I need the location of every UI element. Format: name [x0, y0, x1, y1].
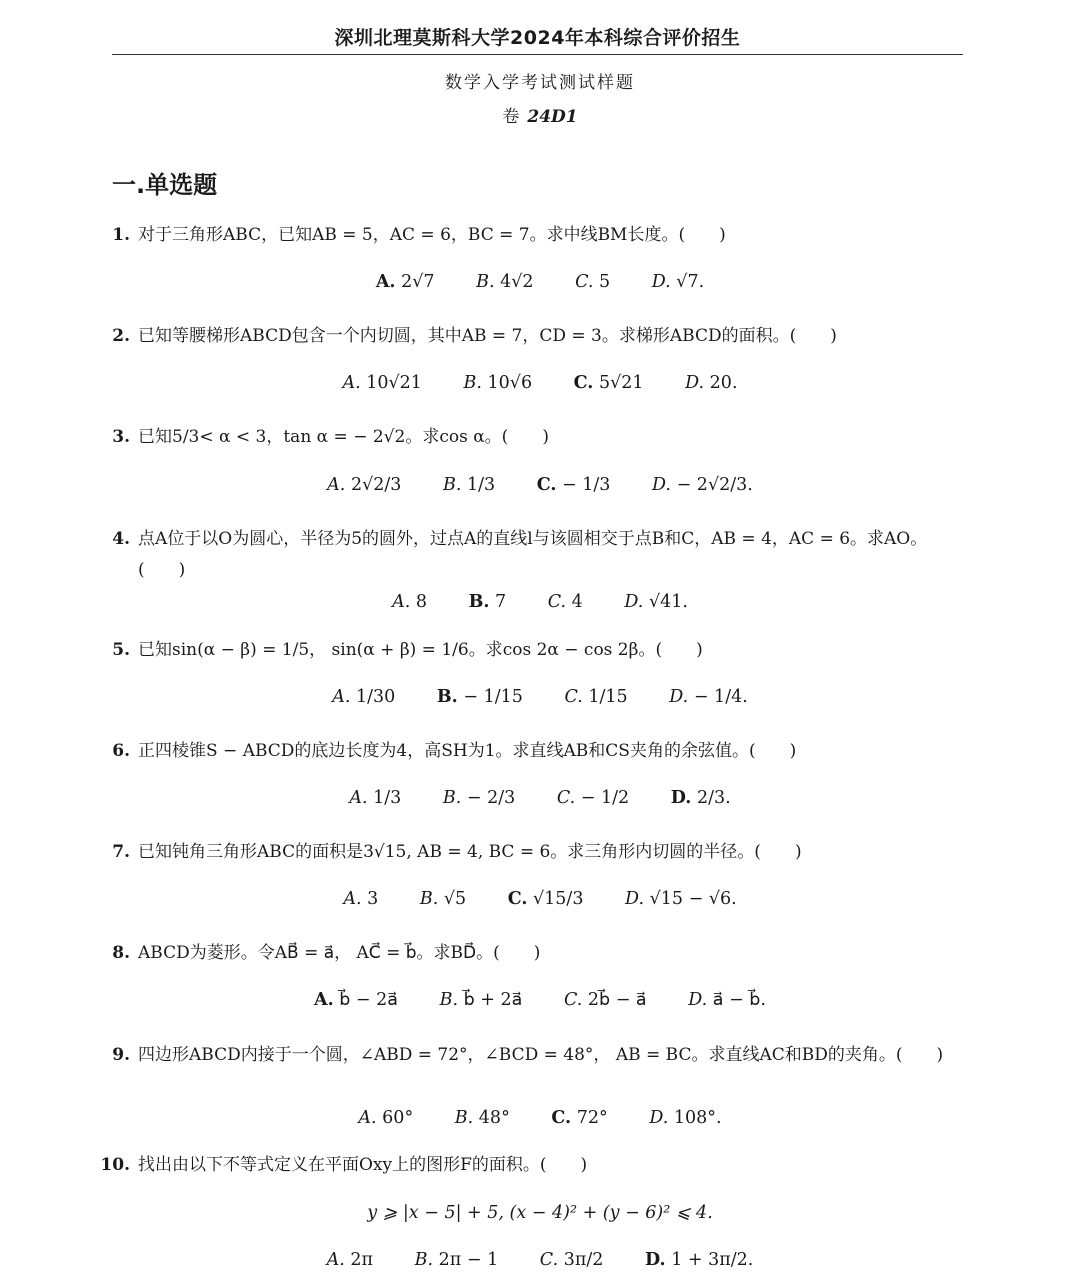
- options-7: [0, 886, 1080, 912]
- option-d: D. 1 + 3π/2.: [644, 1250, 754, 1270]
- option-d: D. 108°.: [649, 1108, 722, 1128]
- section-title: 一.单选题: [112, 171, 218, 199]
- option-c: C. √15/3: [507, 889, 584, 909]
- question-text: ABCD为菱形。令AB⃗ = a⃗， AC⃗ = b⃗。求BD⃗。( ): [138, 943, 541, 963]
- question-number: 8.: [112, 943, 130, 963]
- option-d: D. 2/3.: [670, 788, 731, 808]
- question-number: 4.: [112, 529, 130, 549]
- question-number: 9.: [112, 1045, 130, 1065]
- option-a: A. 3: [343, 889, 379, 909]
- paper-code: [0, 102, 1080, 127]
- exam-subtitle: 数学入学考试测试样题: [445, 73, 635, 93]
- option-b: B. 2π − 1: [414, 1250, 499, 1270]
- option-d: D. √15 − √6.: [625, 889, 737, 909]
- options-3: [0, 472, 1080, 498]
- option-a: A. 8: [392, 592, 427, 612]
- option-a: A. 60°: [358, 1108, 414, 1128]
- option-b: B. b⃗ + 2a⃗: [439, 990, 523, 1010]
- options-10: [0, 1247, 1080, 1273]
- question-text: 已知5/3< α < 3，tan α = − 2√2。求cos α。( ): [138, 427, 549, 447]
- question-text: 已知等腰梯形ABCD包含一个内切圆，其中AB = 7，CD = 3。求梯形ABCD的面积。( ): [138, 326, 837, 346]
- option-c: C. − 1/3: [536, 475, 611, 495]
- question-text: 已知sin(α − β) = 1/5， sin(α + β) = 1/6。求cos 2α − cos 2β。( ): [138, 640, 703, 660]
- option-c: C. − 1/2: [556, 788, 630, 808]
- option-d: D. a⃗ − b⃗.: [688, 990, 766, 1010]
- document-header: 深圳北理莫斯科大学2024年本科综合评价招生: [112, 22, 963, 55]
- option-c: C. 5√21: [573, 373, 644, 393]
- option-b: B. 7: [468, 592, 507, 612]
- paper-code-value: 24D1: [527, 107, 578, 127]
- option-b: B. 10√6: [463, 373, 533, 393]
- options-2: [0, 370, 1080, 396]
- option-a: A. 10√21: [342, 373, 422, 393]
- option-a: A. 2√7: [375, 272, 435, 292]
- question-number: 2.: [112, 326, 130, 346]
- question-text: 已知钝角三角形ABC的面积是3√15, AB = 4, BC = 6。求三角形内切圆的半径。( ): [138, 842, 802, 862]
- question-number: 5.: [112, 640, 130, 660]
- option-b: B. √5: [419, 889, 467, 909]
- options-9: [0, 1105, 1080, 1131]
- option-b: B. 4√2: [476, 272, 534, 292]
- option-b: B. 1/3: [442, 475, 496, 495]
- question-text: 找出由以下不等式定义在平面Oxy上的图形F的面积。( ): [138, 1155, 588, 1175]
- question-number: 6.: [112, 741, 130, 761]
- option-d: D. − 1/4.: [669, 687, 748, 707]
- option-b: B. − 2/3: [442, 788, 516, 808]
- options-4: [0, 589, 1080, 615]
- option-a: A. 2π: [326, 1250, 374, 1270]
- option-b: B. 48°: [454, 1108, 510, 1128]
- option-c: C. 2b⃗ − a⃗: [563, 990, 647, 1010]
- question-text: 四边形ABCD内接于一个圆，∠ABD = 72°，∠BCD = 48°， AB = BC。求直线AC和BD的夹角。( ): [138, 1045, 944, 1065]
- options-6: [0, 785, 1080, 811]
- question-text: 对于三角形ABC，已知AB = 5，AC = 6，BC = 7。求中线BM长度。( ): [138, 225, 726, 245]
- question-text: 点A位于以O为圆心，半径为5的圆外，过点A的直线l与该圆相交于点B和C，AB = 4，AC = 6。求AO。( ): [138, 529, 928, 580]
- question-number: 3.: [112, 427, 130, 447]
- inequality-formula: y ⩾ |x − 5| + 5, (x − 4)² + (y − 6)² ⩽ 4.: [367, 1203, 713, 1223]
- option-a: A. 1/3: [349, 788, 402, 808]
- options-8: [0, 987, 1080, 1013]
- option-c: C. 1/15: [564, 687, 628, 707]
- question-number: 7.: [112, 842, 130, 862]
- question-number: 10.: [100, 1155, 130, 1175]
- option-d: D. √7.: [651, 272, 705, 292]
- options-5: [0, 684, 1080, 710]
- option-d: D. 20.: [685, 373, 738, 393]
- option-d: D. − 2√2/3.: [652, 475, 753, 495]
- options-1: [0, 269, 1080, 295]
- option-b: B. − 1/15: [436, 687, 523, 707]
- option-d: D. √41.: [624, 592, 688, 612]
- option-c: C. 5: [575, 272, 611, 292]
- option-a: A. 1/30: [332, 687, 396, 707]
- paper-label: 卷: [502, 107, 520, 127]
- option-a: A. 2√2/3: [327, 475, 402, 495]
- option-a: A. b⃗ − 2a⃗: [314, 990, 399, 1010]
- option-c: C. 3π/2: [539, 1250, 604, 1270]
- option-c: C. 72°: [551, 1108, 608, 1128]
- option-c: C. 4: [547, 592, 583, 612]
- question-text: 正四棱锥S − ABCD的底边长度为4，高SH为1。求直线AB和CS夹角的余弦值。( ): [138, 741, 797, 761]
- question-number: 1.: [112, 225, 130, 245]
